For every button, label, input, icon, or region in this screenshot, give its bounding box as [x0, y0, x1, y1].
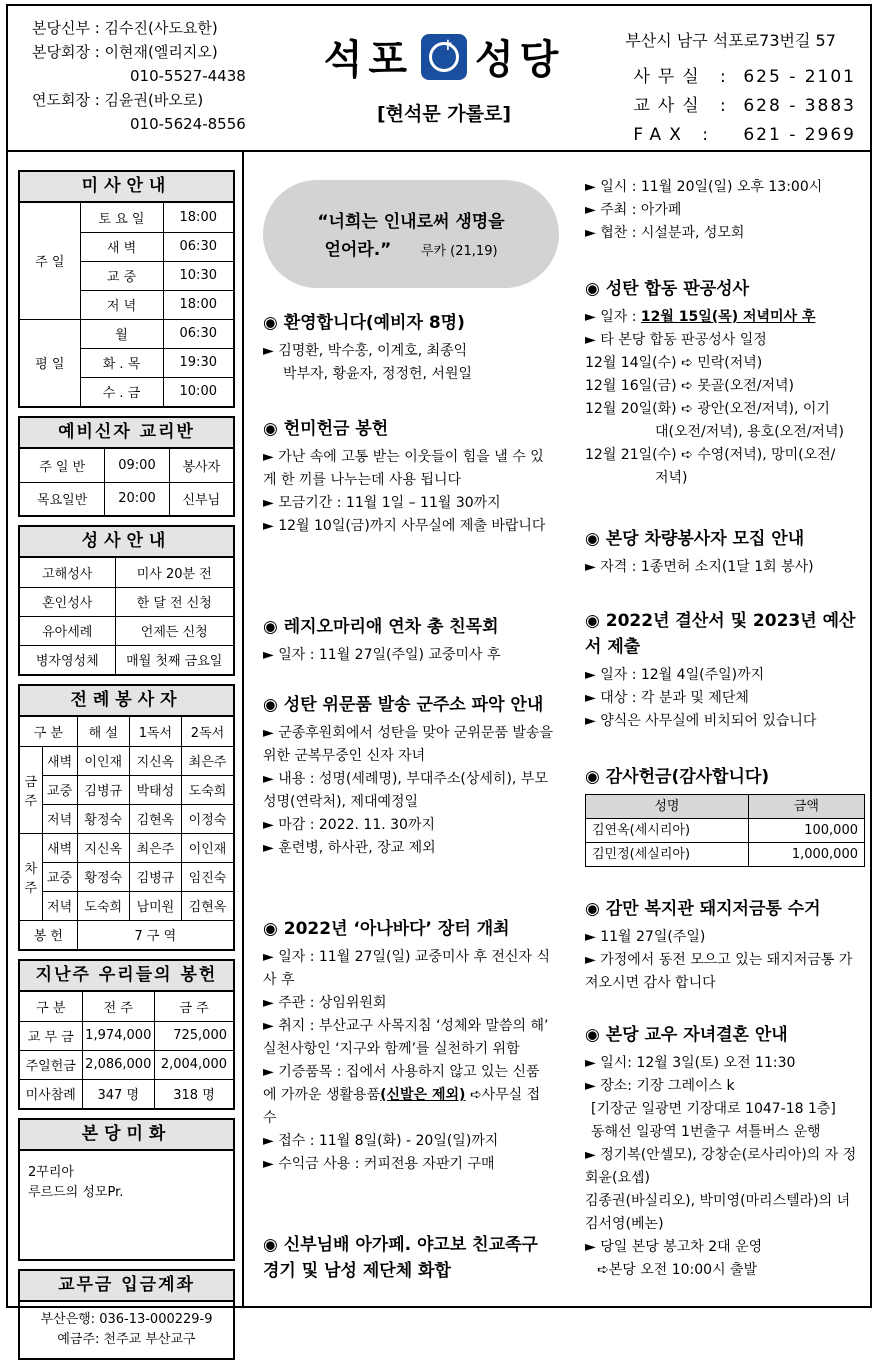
market-section: [263, 916, 553, 1176]
notice-line: ► 대상 : 각 분과 및 제단체: [585, 690, 749, 706]
offering-cur: 725,000: [155, 1021, 233, 1050]
sacrament-when: 매월 첫째 금요일: [115, 645, 233, 674]
sidebar: [18, 170, 235, 1368]
bulletin-page: [6, 4, 872, 1347]
mass-slot: 교중: [42, 775, 77, 804]
notice-line: ► 접수 : 11월 8일(화) - 20일(일)까지: [263, 1133, 499, 1149]
section-title: ◉ 성탄 합동 판공성사: [585, 279, 749, 299]
notice-line: 김종권(바실리오), 박미영(마리스텔라)의 녀 김서영(베논): [585, 1193, 851, 1232]
mass-label: 새 벽: [80, 232, 163, 261]
mass-time: 10:00: [163, 377, 233, 406]
edu-phone: 628 - 3883: [743, 96, 856, 116]
class-teacher: 봉사자: [169, 449, 233, 482]
notice-line: ► 11월 27일(주일): [585, 929, 706, 945]
flower-title: 본당미화: [20, 1120, 233, 1151]
weekday-label: 평 일: [20, 319, 80, 406]
mass-time: 06:30: [163, 232, 233, 261]
quote-line: 얻어라.”: [324, 240, 392, 260]
notice-line: 12월 21일(수) ➪ 수영(저녁), 망미(오전/: [585, 447, 836, 463]
section-title: ◉ 2022년 ‘아나바다’ 장터 개최: [263, 919, 510, 939]
patron-saint: [현석문 가롤로]: [376, 103, 512, 125]
weekly-offerings: [18, 959, 235, 1110]
catechumen-class: [18, 416, 235, 517]
offering-prev: 347 명: [82, 1079, 155, 1108]
section-title: ◉ 본당 교우 자녀결혼 안내: [585, 1025, 788, 1045]
notice-emphasis: 12월 15일(목) 저녁미사 후: [640, 309, 816, 325]
notice-line: [기장군 일광면 기장대로 1047-18 1층]: [591, 1101, 836, 1117]
notice-line: ► 일시: 12월 3일(토) 오전 11:30: [585, 1055, 796, 1071]
server-name: 김병규: [77, 775, 129, 804]
server-name: 임진숙: [181, 862, 233, 891]
military-section: [263, 692, 553, 860]
server-name: 황정숙: [77, 862, 129, 891]
volley-details: [585, 176, 863, 245]
offering-name: 교 무 금: [20, 1021, 82, 1050]
contact-info: [625, 28, 856, 150]
title-left: 석포: [323, 37, 413, 83]
class-day: 목요일반: [20, 482, 105, 515]
account-number: 부산은행: 036-13-000229-9: [40, 1312, 213, 1327]
sacrament-name: 혼인성사: [20, 587, 115, 616]
notice-line: 박부자, 황윤자, 정정헌, 서원일: [283, 366, 472, 382]
notice-line: ► 당일 본당 봉고차 2대 운영: [585, 1239, 763, 1255]
notice-line: ► 정기복(안셀모), 강창순(로사리아)의 자 정회윤(요셉): [585, 1147, 857, 1186]
notice-line: 12월 20일(화) ➪ 광안(오전/저녁), 이기: [585, 401, 830, 417]
server-name: 최은주: [181, 746, 233, 775]
church-logo-icon: ✝: [421, 34, 467, 80]
flower-line: 루르드의 성모Pr.: [28, 1185, 124, 1200]
sacrament-table: [20, 558, 233, 674]
thanks-section: [585, 764, 863, 867]
server-name: 황정숙: [77, 804, 129, 833]
mass-time: 18:00: [163, 203, 233, 232]
server-name: 남미원: [129, 891, 181, 920]
sacrament-when: 미사 20분 전: [115, 558, 233, 587]
next-week-label: 차주: [20, 833, 42, 920]
notice-line: ► 내용 : 성명(세례명), 부대주소(상세히), 부모성명(연락처), 제대예정일: [263, 771, 548, 810]
mass-label: 화 . 목: [80, 348, 163, 377]
volley-section: [263, 1232, 553, 1288]
mass-table: [20, 203, 233, 406]
notice-line: ► 기증품목 : 집에서 사용하지 않고 있는 신품에 가까운 생활용품: [263, 1064, 540, 1103]
header: [8, 6, 870, 152]
sacrament-when: 언제든 신청: [115, 616, 233, 645]
section-title: ◉ 헌미헌금 봉헌: [263, 419, 389, 439]
church-title: [314, 28, 574, 126]
notice-line: ► 김명환, 박수홍, 이계호, 최종익: [263, 343, 468, 359]
section-title: ◉ 감만 복지관 돼지저금통 수거: [585, 899, 821, 919]
mass-slot: 저녁: [42, 804, 77, 833]
server-name: 이정숙: [181, 804, 233, 833]
notice-line: ► 주관 : 상임위원회: [263, 995, 387, 1011]
col-header: 전 주: [82, 992, 155, 1021]
notice-line: 저녁): [655, 470, 688, 486]
notice-emphasis: (신발은 제외): [380, 1087, 466, 1103]
fax-label: FAX :: [633, 125, 716, 145]
notice-line: ► 훈련병, 하사관, 장교 제외: [263, 840, 436, 856]
notice-line: ► 타 본당 합동 판공성사 일정: [585, 332, 767, 348]
wedding-section: [585, 1022, 863, 1282]
notice-line: ► 12월 10일(금)까지 사무실에 제출 바랍니다: [263, 518, 546, 534]
col-header: 금 주: [155, 992, 233, 1021]
donor-name: 김민정(세실리아): [586, 843, 749, 867]
address: 부산시 남구 석포로73번길 57: [625, 31, 836, 50]
mass-slot: 새벽: [42, 746, 77, 775]
pastor: 본당신부 : 김수진(사도요한): [32, 19, 218, 37]
penance-section: [585, 276, 863, 490]
sunday-label: 주 일: [20, 203, 80, 319]
section-title: ◉ 2022년 결산서 및 2023년 예산서 제출: [585, 611, 856, 657]
mass-time: 06:30: [163, 319, 233, 348]
fax-phone: 621 - 2969: [743, 125, 856, 145]
notice-line: ► 일시 : 11월 20일(일) 오후 13:00시: [585, 179, 823, 195]
notice-line: 동해선 일광역 1번출구 셔틀버스 운행: [591, 1124, 821, 1140]
section-title: ◉ 신부님배 아가페. 야고보 친교족구경기 및 남성 제단체 화합: [263, 1235, 538, 1281]
notice-line: ► 자격 : 1종면허 소지(1달 1회 봉사): [585, 559, 814, 575]
notice-line: ► 양식은 사무실에 비치되어 있습니다: [585, 713, 817, 729]
server-name: 박태성: [129, 775, 181, 804]
flower-line: 2꾸리아: [28, 1165, 74, 1180]
class-time: 09:00: [105, 449, 169, 482]
notice-line: 12월 16일(금) ➪ 못골(오전/저녁): [585, 378, 794, 394]
yd-phone: 010-5624-8556: [130, 115, 246, 133]
president-phone: 010-5527-4438: [130, 67, 246, 85]
donor-amount: 1,000,000: [748, 843, 864, 867]
server-name: 도숙희: [77, 891, 129, 920]
col-header: 1독서: [129, 717, 181, 746]
notice-line: ► 군종후원회에서 성탄을 맞아 군위문품 발송을 위한 군복무중인 신자 자녀: [263, 725, 553, 764]
notice-line: ► 가정에서 동전 모으고 있는 돼지저금통 가져오시면 감사 합니다: [585, 952, 853, 991]
notice-line: ➪본당 오전 10:00시 출발: [597, 1262, 758, 1278]
quote-line: “너희는 인내로써 생명을: [317, 212, 505, 232]
notice-line: ► 수익금 사용 : 커피전용 자판기 구매: [263, 1156, 495, 1172]
servers-title: 전례봉사자: [20, 686, 233, 717]
offering-label: 봉 헌: [20, 920, 77, 949]
sacrament-when: 한 달 전 신청: [115, 587, 233, 616]
title-right: 성당: [475, 37, 565, 83]
sacrament-info: [18, 525, 235, 676]
mass-slot: 저녁: [42, 891, 77, 920]
yd-president: 연도회장 : 김윤권(바오로): [32, 91, 204, 109]
this-week-label: 금주: [20, 746, 42, 833]
mass-time: 10:30: [163, 261, 233, 290]
col-header: 해 설: [77, 717, 129, 746]
offering-cur: 318 명: [155, 1079, 233, 1108]
thanks-table: [585, 794, 865, 867]
flower-duty: [18, 1118, 235, 1261]
server-name: 김현옥: [181, 891, 233, 920]
offering-name: 미사참례: [20, 1079, 82, 1108]
mass-time: 19:30: [163, 348, 233, 377]
notice-line: ► 취지 : 부산교구 사목지침 ‘성체와 말씀의 해’ 실천사항인 ‘지구와 함께’를 실천하기 위함: [263, 1018, 549, 1057]
offering-name: 주일헌금: [20, 1050, 82, 1079]
sacrament-title: 성사안내: [20, 527, 233, 558]
office-phone: 625 - 2101: [743, 67, 856, 87]
account-title: 교무금 입금계좌: [20, 1271, 233, 1302]
donation-section: [263, 416, 553, 538]
piggy-section: [585, 896, 863, 995]
notice-line: ➪사무실 접수: [263, 1087, 541, 1126]
servers-table: [20, 717, 233, 949]
server-name: 도숙희: [181, 775, 233, 804]
notice-line: ► 가난 속에 고통 받는 이웃들이 힘을 낼 수 있게 한 끼를 나누는데 사용 됩니다: [263, 449, 544, 488]
offering-cur: 2,004,000: [155, 1050, 233, 1079]
budget-section: [585, 608, 863, 733]
mass-time: 18:00: [163, 290, 233, 319]
col-header: 금액: [748, 795, 864, 819]
notice-line: ► 일자 : 11월 27일(일) 교중미사 후 전신자 식사 후: [263, 949, 550, 988]
notice-line: 대(오전/저녁), 용호(오전/저녁): [655, 424, 844, 440]
mass-schedule: [18, 170, 235, 408]
mass-slot: 교중: [42, 862, 77, 891]
catechumen-title: 예비신자 교리반: [20, 418, 233, 449]
edu-label: 교사실 :: [633, 96, 734, 116]
class-time: 20:00: [105, 482, 169, 515]
mass-label: 저 녁: [80, 290, 163, 319]
server-name: 최은주: [129, 833, 181, 862]
class-teacher: 신부님: [169, 482, 233, 515]
notice-line: ► 일자 :: [585, 309, 641, 325]
col-header: 구 분: [20, 717, 77, 746]
offering-prev: 1,974,000: [82, 1021, 155, 1050]
notice-line: ► 모금기간 : 11월 1일 – 11월 30까지: [263, 495, 501, 511]
notice-line: ► 마감 : 2022. 11. 30까지: [263, 817, 435, 833]
mass-title: 미사안내: [20, 172, 233, 203]
mass-label: 교 중: [80, 261, 163, 290]
mass-label: 수 . 금: [80, 377, 163, 406]
col-header: 성명: [586, 795, 749, 819]
mass-label: 월: [80, 319, 163, 348]
section-title: ◉ 환영합니다(예비자 8명): [263, 313, 465, 333]
section-title: ◉ 성탄 위문품 발송 군주소 파악 안내: [263, 695, 544, 715]
server-name: 김병규: [129, 862, 181, 891]
driver-section: [585, 526, 863, 579]
notice-line: 12월 14일(수) ➪ 민락(저녁): [585, 355, 763, 371]
server-name: 지신옥: [77, 833, 129, 862]
liturgy-servers: [18, 684, 235, 951]
quote-source: 루카 (21,19): [420, 244, 498, 259]
server-name: 이인재: [181, 833, 233, 862]
class-day: 주 일 반: [20, 449, 105, 482]
welcome-section: [263, 310, 553, 386]
offering-value: 7 구 역: [77, 920, 233, 949]
mass-label: 토 요 일: [80, 203, 163, 232]
server-name: 이인재: [77, 746, 129, 775]
legio-section: [263, 614, 553, 667]
mass-slot: 새벽: [42, 833, 77, 862]
offerings-table: [20, 992, 233, 1108]
server-name: 김현옥: [129, 804, 181, 833]
sacrament-name: 유아세례: [20, 616, 115, 645]
section-title: ◉ 본당 차량봉사자 모집 안내: [585, 529, 805, 549]
section-title: ◉ 감사헌금(감사합니다): [585, 767, 770, 787]
notice-line: ► 주최 : 아가페: [585, 202, 682, 218]
donor-amount: 100,000: [748, 819, 864, 843]
catechumen-table: [20, 449, 233, 515]
offerings-title: 지난주 우리들의 봉헌: [20, 961, 233, 992]
server-name: 지신옥: [129, 746, 181, 775]
notice-line: ► 일자 : 11월 27일(주일) 교중미사 후: [263, 647, 501, 663]
notice-line: ► 협찬 : 시설분과, 성모회: [585, 225, 745, 241]
offering-prev: 2,086,000: [82, 1050, 155, 1079]
section-title: ◉ 레지오마리애 연차 총 친목회: [263, 617, 499, 637]
col-header: 2독서: [181, 717, 233, 746]
president: 본당회장 : 이현재(엘리지오): [32, 43, 218, 61]
bible-quote: [263, 180, 559, 288]
sacrament-name: 고해성사: [20, 558, 115, 587]
notice-line: ► 일자 : 12월 4일(주일)까지: [585, 667, 765, 683]
account-holder: 예금주: 천주교 부산교구: [57, 1332, 196, 1347]
staff-info: [32, 16, 246, 136]
donor-name: 김연옥(세시리아): [586, 819, 749, 843]
notice-line: ► 장소: 기장 그레이스 k: [585, 1078, 735, 1094]
office-label: 사무실 :: [633, 67, 734, 87]
column-divider: [242, 152, 244, 1306]
bank-account: [18, 1269, 235, 1360]
sacrament-name: 병자영성체: [20, 645, 115, 674]
col-header: 구 분: [20, 992, 82, 1021]
